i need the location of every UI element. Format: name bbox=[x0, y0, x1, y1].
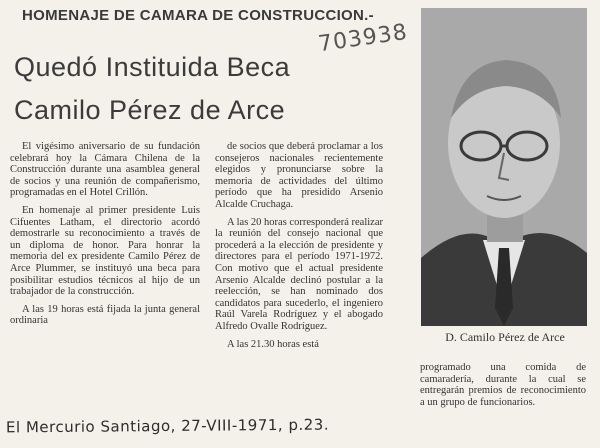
portrait-photo bbox=[421, 8, 587, 326]
paragraph: El vigésimo aniversario de su fundación celebrará hoy la Cámara Chilena de la Construcción durante una asamblea general de socios y una reunión de compañerismo, programadas en el Hotel Crillón. bbox=[10, 141, 200, 199]
section-kicker: HOMENAJE DE CAMARA DE CONSTRUCCION.- bbox=[22, 7, 374, 24]
archive-number: 703938 bbox=[316, 19, 410, 58]
source-annotation: El Mercurio Santiago, 27-VIII-1971, p.23. bbox=[5, 415, 330, 437]
paragraph: A las 19 horas está fijada la junta general ordinaria bbox=[10, 303, 200, 327]
paragraph: de socios que deberá proclamar a los consejeros nacionales recientemente elegidos y pronunciarse sobre la memoria de actividades del último período que ha presidido Arsenio Alcalde Cruchaga. bbox=[215, 141, 383, 210]
article-column-2 bbox=[215, 141, 383, 356]
paragraph: A las 21.30 horas está bbox=[227, 338, 319, 350]
headline-line-1: Quedó Instituida Beca bbox=[14, 52, 291, 82]
paragraph: En homenaje al primer presidente Luis Cifuentes Latham, el directorio acordó demostrarle su reconocimiento a través de un diploma de honor. Para honrar la memoria del ex presidente Camilo Pérez de Arce Plummer, se instituyó una beca para posibilitar estudios técnicos al hijo de un trabajador de la construcción. bbox=[10, 204, 200, 298]
portrait-illustration bbox=[421, 8, 587, 326]
article-column-1 bbox=[10, 141, 200, 333]
article-continuation: programado una comida de camaradería, durante la cual se entregarán premios de reconocimiento a un grupo de funcionarios. bbox=[420, 362, 586, 408]
paragraph: A las 20 horas corresponderá realizar la reunión del consejo nacional que procederá a la elección de presidente y directores para el período 1971-1972. Con motivo que el actual presidente Arsenio Alcalde declinó postular a la reelección, se han nominado dos candidatos para sucederlo, el ingeniero Raúl Varela Rodríguez y el abogado Alfredo Ovalle Rodríguez. bbox=[215, 216, 383, 332]
headline-line-2: Camilo Pérez de Arce bbox=[14, 95, 286, 125]
photo-caption: D. Camilo Pérez de Arce bbox=[445, 330, 565, 344]
